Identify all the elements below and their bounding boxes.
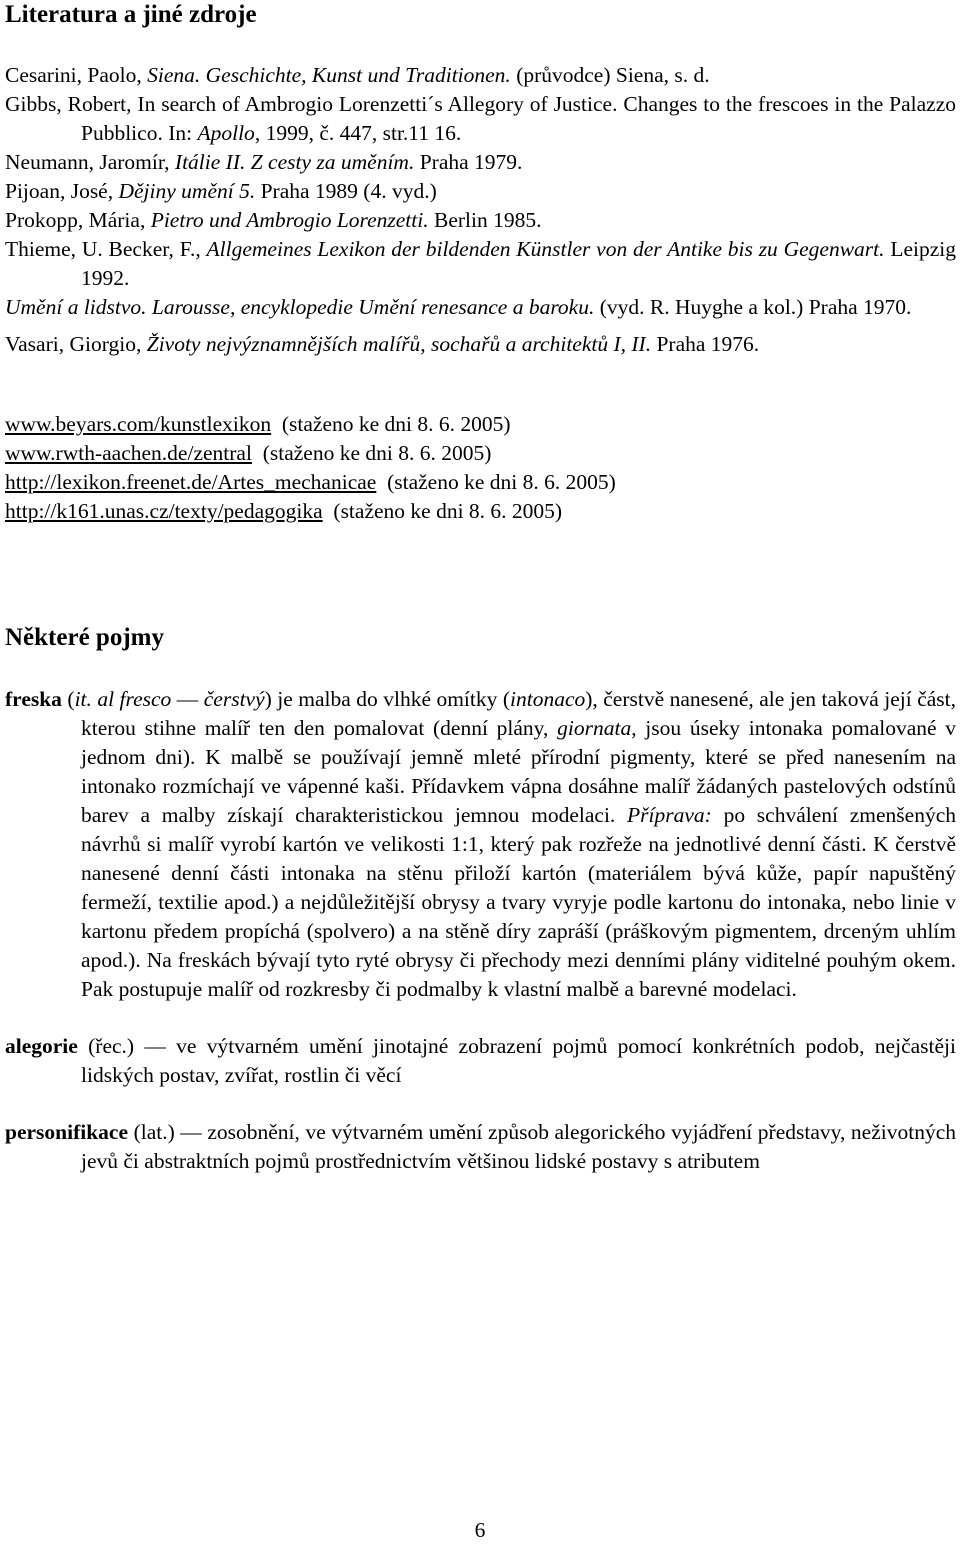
reference-entry (5, 61, 956, 90)
web-source-note: (staženo ke dni 8. 6. 2005) (322, 499, 563, 523)
web-source-entry (5, 468, 956, 497)
reference-part: Cesarini, Paolo, (5, 63, 148, 87)
reference-part: Pijoan, José, (5, 179, 119, 203)
reference-entry (5, 177, 956, 206)
term-part: intonaco (510, 687, 586, 711)
web-source-entry (5, 497, 956, 526)
reference-part: Praha 1979. (414, 150, 523, 174)
term-part: (řec.) — ve výtvarném umění jinotajné zobrazení pojmů pomocí konkrétních podob, nejčastěji lidských postav, zvířat, rostlin či věcí (77, 1034, 956, 1087)
reference-part: , 1999, č. 447, str.11 16. (254, 121, 462, 145)
term-part: personifikace (5, 1120, 129, 1144)
term-part: freska (5, 687, 62, 711)
term-part: it. al fresco (74, 687, 172, 711)
term-part: — (171, 687, 204, 711)
reference-part: Apollo (197, 121, 255, 145)
term-part: po schválení zmenšených návrhů si malíř vyrobí kartón ve velikosti 1:1, který pak rozřeže na jednotlivé denní části. K čerstvě nanesené denní části intonaka na stěnu přiloží kartón (materiálem bývá kůže, papír napuštěný fermeží, textilie apod.) a nejdůležitější obrysy a tvary vyryje podle kartonu do intonaka, nebo linie v kartonu předem propíchá (spolvero) a na stěně díry zapráší (práškovým pigmentem, drceným uhlím apod.). Na freskách bývají tyto ryté obrysy či přechody mezi denními plány viditelné pouhým okem. Pak postupuje malíř od rozkresby či podmalby k vlastní malbě a barevné modelaci. (81, 803, 956, 1001)
term-part: ( (61, 687, 75, 711)
reference-part: Itálie II. Z cesty za uměním. (174, 150, 415, 174)
web-source-link[interactable]: www.rwth-aachen.de/zentral (5, 441, 252, 465)
web-source-note: (staženo ke dni 8. 6. 2005) (271, 412, 511, 436)
reference-entry (5, 235, 956, 293)
web-source-link[interactable]: http://k161.unas.cz/texty/pedagogika (5, 499, 323, 523)
term-part: (lat.) — zosobnění, ve výtvarném umění způsob alegorického vyjádření představy, neživotných jevů či abstraktních pojmů prostřednictvím většinou lidské postavy s atributem (81, 1120, 956, 1173)
glossary-term (5, 685, 956, 1004)
web-source-note: (staženo ke dni 8. 6. 2005) (251, 441, 492, 465)
reference-part: Prokopp, Mária, (5, 208, 151, 232)
reference-part: Dějiny umění 5. (118, 179, 256, 203)
web-source-entry (5, 410, 956, 439)
term-part: giornata (557, 716, 632, 740)
reference-part: Praha 1976. (651, 332, 760, 356)
term-part: ) je malba do vlhké omítky ( (264, 687, 510, 711)
reference-part: Praha 1989 (4. vyd.) (255, 179, 437, 203)
reference-part: (průvodce) Siena, s. d. (510, 63, 710, 87)
reference-part: Vasari, Giorgio, (5, 332, 147, 356)
glossary (5, 685, 956, 1204)
web-source-list (5, 410, 956, 526)
reference-part: Thieme, U. Becker, F., (5, 237, 207, 261)
reference-part: Leipzig 1992. (81, 237, 956, 290)
reference-part: Neumann, Jaromír, (5, 150, 175, 174)
web-source-entry (5, 439, 956, 468)
web-source-link[interactable]: http://lexikon.freenet.de/Artes_mechanicae (5, 470, 377, 494)
page-number: 6 (474, 1518, 486, 1542)
term-part: , jsou úseky intonaka pomalované v jednom dni). K malbě se používají jemně mleté přírodní pigmenty, které se před nanesením na intonako rozmíchají ve vápenné kaši. Přídavkem vápna dosáhne malíř žádaných pastelových odstínů barev a malby získají charakteristickou jemnou modelaci. (81, 716, 957, 827)
reference-part: Berlin 1985. (428, 208, 542, 232)
reference-entry (5, 206, 956, 235)
terms-heading: Některé pojmy (5, 624, 164, 651)
glossary-term (5, 1118, 956, 1176)
reference-entry (5, 90, 956, 148)
reference-part: Siena. Geschichte, Kunst und Traditionen. (147, 63, 511, 87)
reference-part: Životy nejvýznamnějších malířů, sochařů a architektů I, II. (146, 332, 652, 356)
literature-heading: Literatura a jiné zdroje (5, 1, 257, 28)
reference-entry (5, 148, 956, 177)
reference-part: Gibbs, Robert, In search of Ambrogio Lorenzetti´s Allegory of Justice. Changes to the frescoes in the Palazzo Pubblico. In: (5, 92, 956, 145)
term-part: alegorie (5, 1034, 78, 1058)
reference-part: Umění a lidstvo. Larousse, encyklopedie Umění renesance a baroku. (5, 295, 595, 319)
glossary-term (5, 1032, 956, 1090)
term-part: čerstvý (203, 687, 265, 711)
reference-entry (5, 293, 956, 322)
reference-part: Allgemeines Lexikon der bildenden Künstler von der Antike bis zu Gegenwart. (206, 237, 885, 261)
reference-list (5, 61, 956, 359)
web-source-link[interactable]: www.beyars.com/kunstlexikon (5, 412, 272, 436)
term-part: ), čerstvě nanesené, ale jen taková její část, kterou stihne malíř ten den pomalovat (denní plány, (81, 687, 956, 740)
web-source-note: (staženo ke dni 8. 6. 2005) (376, 470, 616, 494)
reference-entry (5, 330, 956, 359)
term-part: Příprava: (627, 803, 712, 827)
reference-part: Pietro und Ambrogio Lorenzetti. (150, 208, 429, 232)
reference-part: (vyd. R. Huyghe a kol.) Praha 1970. (594, 295, 912, 319)
